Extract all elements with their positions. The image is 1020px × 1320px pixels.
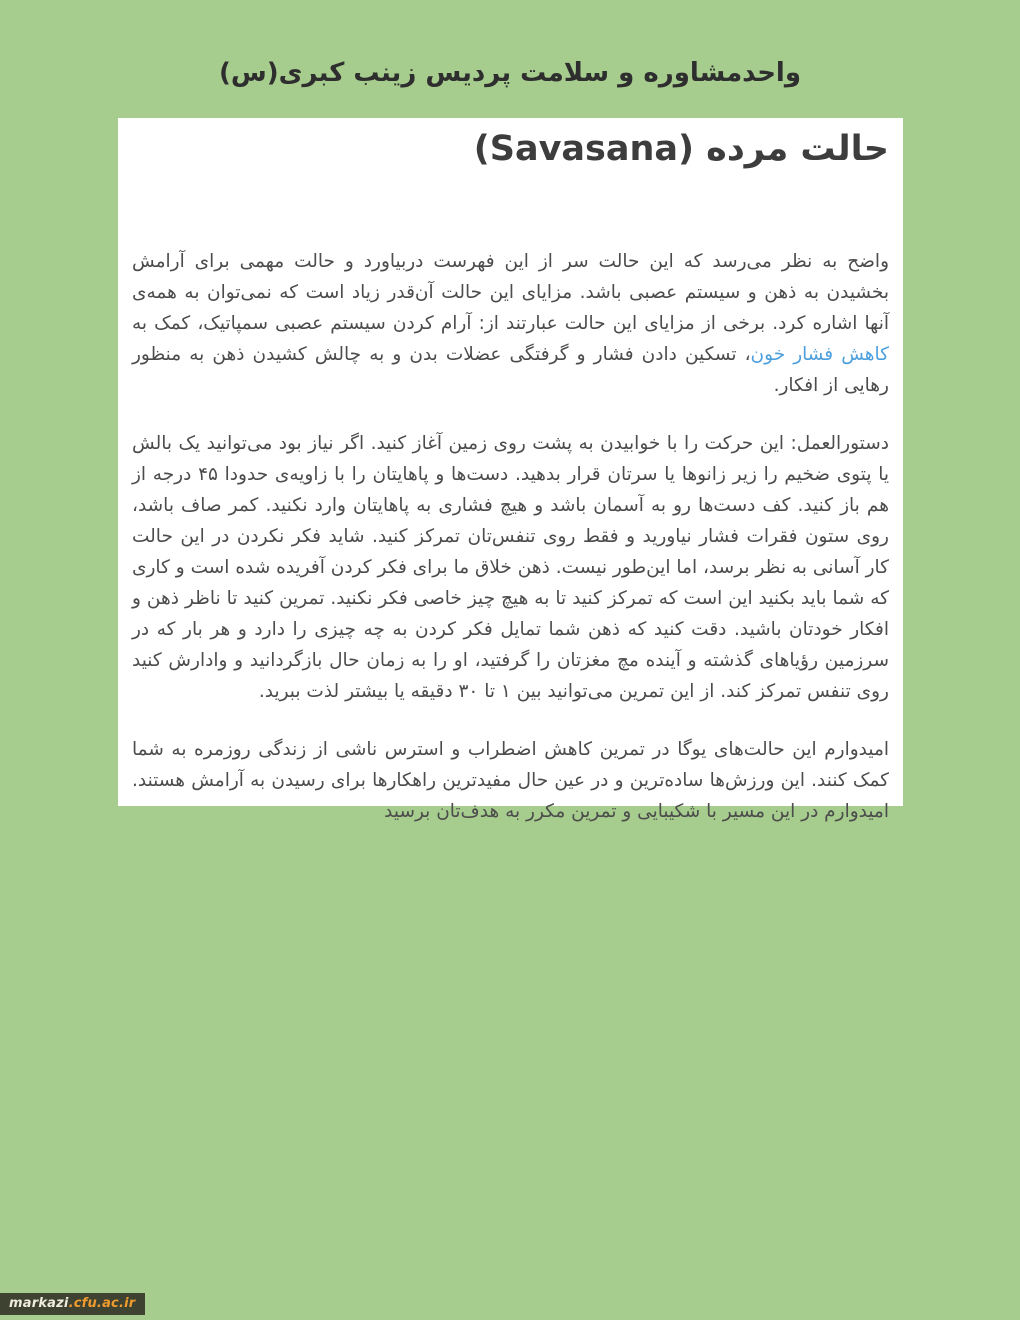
paragraph-benefits-text-before: واضح به نظر می‌رسد که این حالت سر از این فهرست دربیاورد و حالت مهمی برای آرامش بخشیدن به ذهن و سیستم عصبی باشد. مزایای این حالت آن‌قدر زیاد است که نمی‌توان به همه‌ی آنها اشاره کرد. برخی از مزایای این حالت عبارتند از: آرام کردن سیستم عصبی سمپاتیک، کمک به bbox=[132, 251, 889, 334]
page-header-title: واحدمشاوره و سلامت پردیس زینب کبری(س) bbox=[218, 58, 802, 88]
article-title: حالت مرده (Savasana) bbox=[473, 129, 889, 169]
paragraph-closing: امیدوارم این حالت‌های یوگا در تمرین کاهش اضطراب و استرس ناشی از زندگی روزمره به شما کمک کنند. این ورزش‌ها ساده‌ترین و در عین حال مفیدترین راهکارها برای رسیدن به آرامش هستند. امیدوارم در این مسیر با شکیبایی و تمرین مکرر به هدف‌تان برسید bbox=[132, 739, 889, 822]
blood-pressure-link[interactable]: کاهش فشار خون bbox=[750, 344, 889, 365]
article-card bbox=[118, 118, 903, 822]
watermark-site-name: markazi bbox=[9, 1296, 69, 1311]
paragraph-benefits bbox=[132, 246, 889, 401]
paragraph-instructions: دستورالعمل: این حرکت را با خوابیدن به پشت روی زمین آغاز کنید. اگر نیاز بود می‌توانید یک بالش یا پتوی ضخیم را زیر زانوها یا سرتان قرار بدهید. دست‌ها و پاهایتان را با زاویه‌ی حدودا ۴۵ درجه از هم باز کنید. کف دست‌ها رو به آسمان باشد و هیچ فشاری به پاهایتان وارد نکنید. کمر صاف باشد، روی ستون فقرات فشار نیاورید و فقط روی تنفس‌تان تمرکز کنید. شاید فکر نکردن در این حالت کار آسانی به نظر برسد، اما این‌طور نیست. ذهن خلاق ما برای فکر کردن آفریده شده است و کاری که شما باید بکنید این است که تمرکز کنید تا به هیچ چیز خاصی فکر نکنید. تمرین کنید تا ناظر ذهن و افکار خودتان باشید. دقت کنید که ذهن شما تمایل فکر کردن به چه چیزی را دارد و هر بار که در سرزمین رؤیاهای گذشته و آینده مچ مغزتان را گرفتید، او را به زمان حال بازگردانید و وادارش کنید روی تنفس تمرکز کند. از این تمرین می‌توانید بین ۱ تا ۳۰ دقیقه یا بیشتر لذت ببرید. bbox=[132, 433, 889, 702]
watermark-domain: .cfu.ac.ir bbox=[68, 1296, 136, 1311]
watermark bbox=[0, 1293, 145, 1315]
article-body bbox=[132, 246, 889, 827]
paragraph-benefits-text-after: ، تسکین دادن فشار و گرفتگی عضلات بدن و به چالش کشیدن ذهن به منظور رهایی از افکار. bbox=[132, 344, 889, 396]
